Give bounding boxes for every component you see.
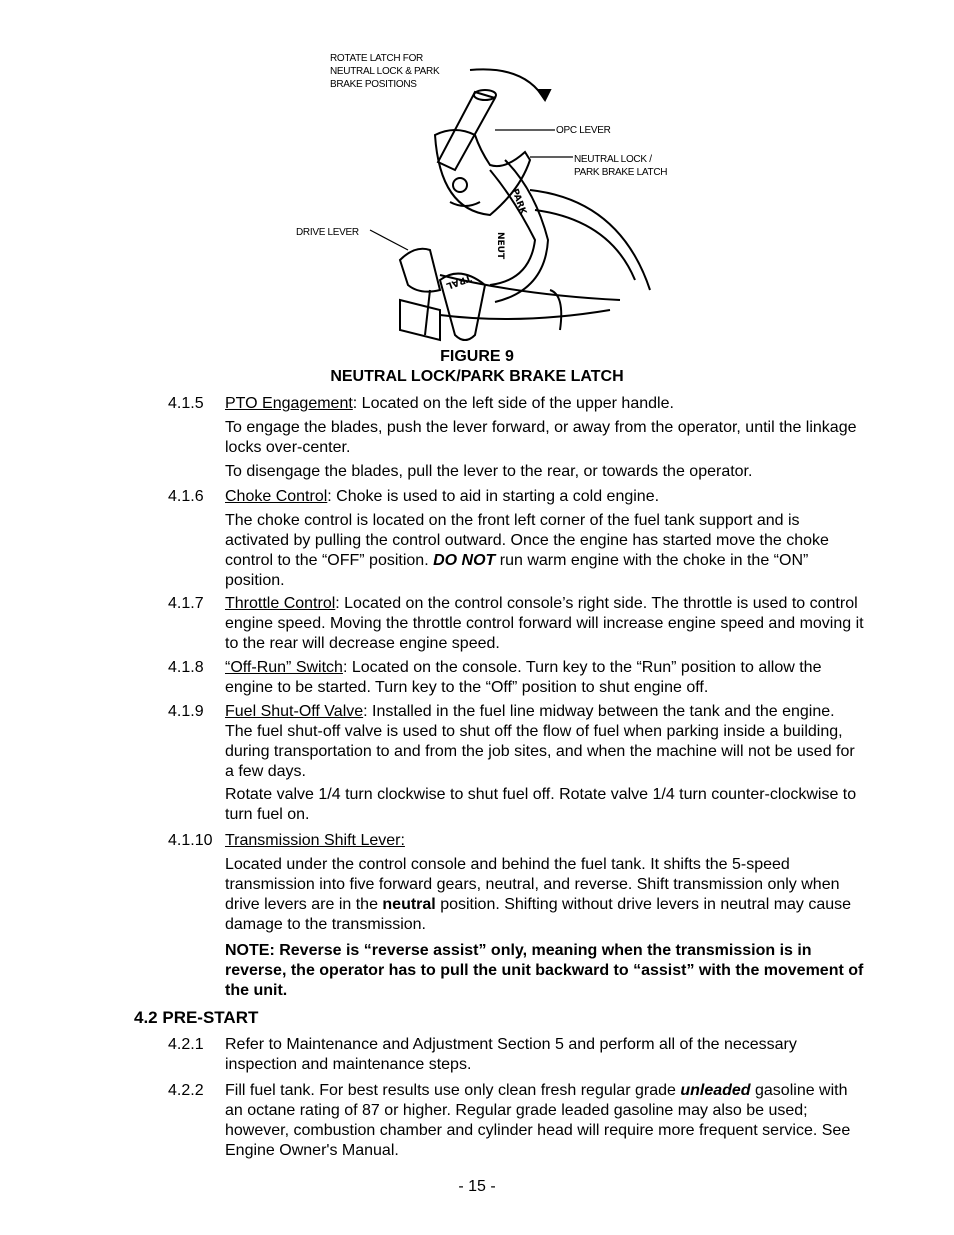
section-heading: 4.2 PRE-START [134, 1008, 259, 1027]
text-run: Fill fuel tank. For best results use only clean fresh regular grade [225, 1082, 681, 1099]
item-4-1-9 [225, 702, 865, 782]
label-neutral-lock [574, 153, 667, 179]
item-title: “Off-Run” Switch [225, 659, 343, 676]
emphasis: unleaded [680, 1082, 751, 1099]
item-number: 4.1.9 [168, 703, 204, 720]
emphasis: DO NOT [433, 552, 496, 569]
text-run: gasoline with an octane rating of 87 or higher. Regular grade leaded gasoline may also be used; however, combustion chamber and cylinder head will require more frequent service. See Engine Owner's Manual. [225, 1082, 851, 1159]
item-title: PTO Engagement [225, 395, 353, 412]
text-run: position. Shifting without drive levers in neutral may cause damage to the transmission. [225, 896, 852, 933]
item-number: 4.1.10 [168, 832, 213, 849]
item-text: : Choke is used to aid in starting a cold engine. [327, 488, 660, 505]
arrow-head-icon [538, 90, 550, 100]
text-run: Located under the control console and behind the fuel tank. It shifts the 5-speed transmission into five forward gears, neutral, and reverse. Shift transmission only when drive levers are in the [225, 856, 840, 913]
item-text: : Located on the left side of the upper handle. [352, 395, 674, 412]
text-run: run warm engine with the choke in the “ON” position. [225, 552, 809, 589]
item-4-1-8 [225, 658, 865, 698]
label-rotate-latch [330, 52, 439, 91]
item-title: Transmission Shift Lever: [225, 832, 405, 849]
figure-9-drawing [290, 40, 710, 350]
figure-number: FIGURE 9 [440, 348, 514, 365]
figure-title: NEUTRAL LOCK/PARK BRAKE LATCH [330, 368, 624, 385]
label-line: NEUTRAL LOCK / [574, 154, 652, 165]
item-number: 4.1.6 [168, 488, 204, 505]
paragraph [225, 855, 865, 935]
paragraph: Rotate valve 1/4 turn clockwise to shut fuel off. Rotate valve 1/4 turn counter-clockwise to turn fuel on. [225, 786, 857, 823]
item-number: 4.1.7 [168, 595, 204, 612]
item-title: Fuel Shut-Off Valve [225, 703, 364, 720]
item-4-1-7 [225, 594, 865, 654]
item-number: 4.2.2 [168, 1082, 204, 1099]
note: NOTE: Reverse is “reverse assist” only, meaning when the transmission is in reverse, the operator has to pull the unit backward to “assist” with the movement of the unit. [225, 942, 864, 999]
svg-text:TRAL: TRAL [444, 272, 473, 291]
emphasis: neutral [382, 896, 436, 913]
paragraph [225, 511, 865, 591]
label-line: NEUTRAL LOCK & PARK [330, 66, 440, 77]
item-4-1-5-lead [225, 394, 865, 414]
item-title: Throttle Control [225, 595, 336, 612]
label-line: BRAKE POSITIONS [330, 79, 417, 90]
item-number: 4.2.1 [168, 1036, 204, 1053]
page-number: - 15 - [458, 1178, 496, 1195]
item-number: 4.1.8 [168, 659, 204, 676]
label-line: ROTATE LATCH FOR [330, 53, 423, 64]
paragraph: To disengage the blades, pull the lever to the rear, or towards the operator. [225, 463, 753, 480]
svg-text:PARK: PARK [509, 187, 528, 217]
paragraph [225, 1081, 865, 1161]
text-run: The choke control is located on the front left corner of the fuel tank support and is activated by pulling the control outward. Once the engine has started move the choke control to the “OFF” position. [225, 512, 829, 569]
item-title: Choke Control [225, 488, 328, 505]
paragraph: To engage the blades, push the lever forward, or away from the operator, until the linkage locks over-center. [225, 419, 857, 456]
svg-text:NEUT: NEUT [495, 232, 505, 260]
item-4-1-10-title [225, 831, 865, 851]
paragraph: Refer to Maintenance and Adjustment Section 5 and perform all of the necessary inspection and maintenance steps. [225, 1036, 797, 1073]
item-text: : Located on the console. Turn key to the “Run” position to allow the engine to be started. Turn key to the “Off” position to shut engine off. [225, 659, 822, 696]
item-text: : Located on the control console’s right side. The throttle is used to control engine speed. Moving the throttle control forward will increase engine speed and moving it to the rear will decrease engine speed. [225, 595, 864, 652]
label-line: PARK BRAKE LATCH [574, 167, 668, 178]
item-4-1-6-lead [225, 487, 865, 507]
item-number: 4.1.5 [168, 395, 204, 412]
label-drive-lever: DRIVE LEVER [296, 227, 359, 238]
label-opc-lever: OPC LEVER [556, 125, 611, 136]
item-text: : Installed in the fuel line midway between the tank and the engine. The fuel shut-off valve is used to shut off the flow of fuel when parking inside a building, during transportation to and from the job sites, and when the machine will not be used for a few days. [225, 703, 855, 780]
